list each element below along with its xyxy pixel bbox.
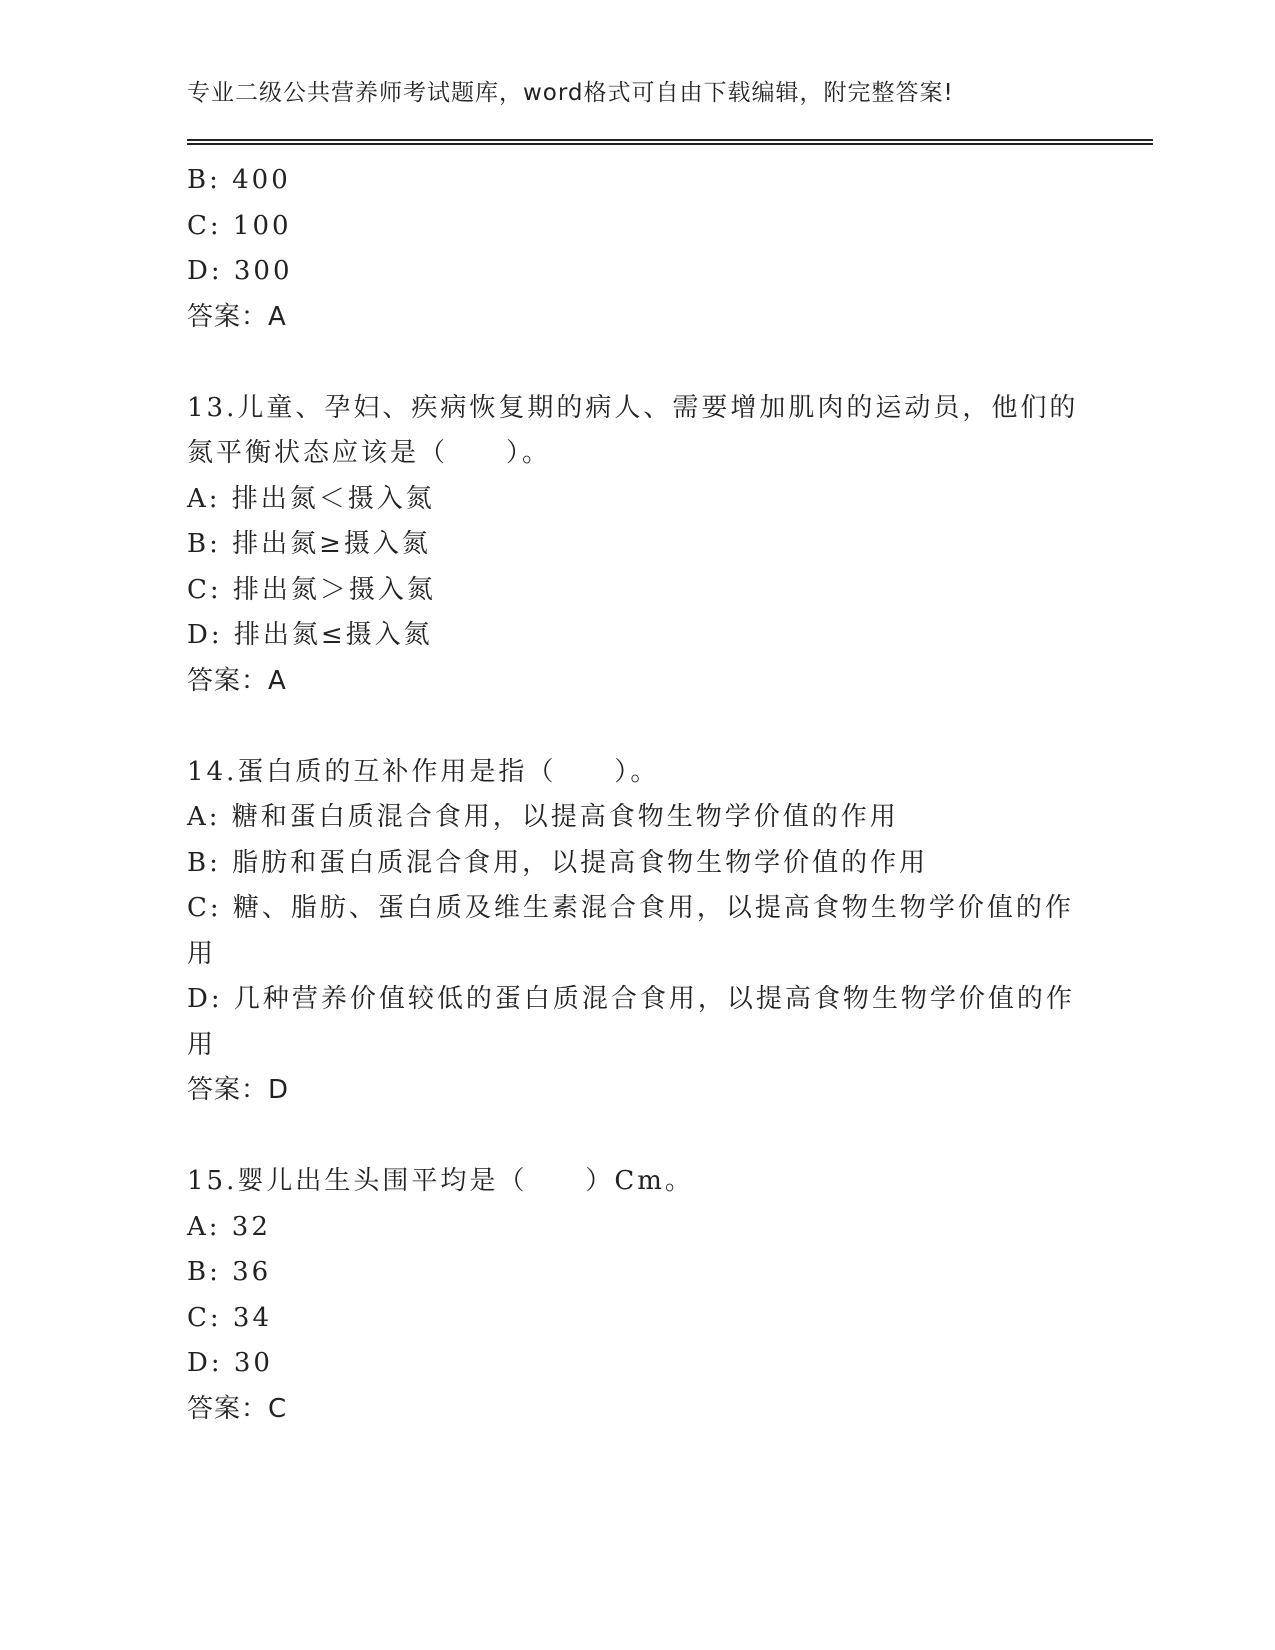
option-c: C: 100 (187, 210, 292, 241)
q13-option-a: A: 排出氮＜摄入氮 (187, 483, 435, 514)
page-header: 专业二级公共营养师考试题库，word格式可自由下载编辑，附完整答案! (187, 80, 954, 106)
q13-answer: 答案：A (187, 665, 287, 696)
question-13-stem: 13.儿童、孕妇、疾病恢复期的病人、需要增加肌肉的运动员，他们的 (187, 392, 1079, 423)
q14-option-d-cont: 用 (187, 1029, 217, 1060)
q13-option-d: D: 排出氮≤摄入氮 (187, 620, 433, 650)
q14-option-b: B: 脂肪和蛋白质混合食用，以提高食物生物学价值的作用 (187, 847, 929, 878)
question-content (187, 158, 1087, 1432)
header-rule-top (187, 139, 1153, 141)
option-b: B: 400 (187, 165, 291, 195)
q15-answer: 答案：C (187, 1393, 288, 1424)
option-d: D: 300 (187, 256, 293, 286)
header-rule-bottom (187, 143, 1153, 145)
q14-option-a: A: 糖和蛋白质混合食用，以提高食物生物学价值的作用 (187, 802, 899, 832)
question-15-stem: 15.婴儿出生头围平均是（ ）Cm。 (187, 1166, 694, 1196)
q15-option-a: A: 32 (187, 1211, 271, 1242)
q13-option-b: B: 排出氮≥摄入氮 (187, 529, 431, 559)
q13-option-c: C: 排出氮＞摄入氮 (187, 574, 436, 605)
q15-option-b: B: 36 (187, 1257, 272, 1287)
q15-option-d: D: 30 (187, 1348, 273, 1378)
question-14-stem: 14.蛋白质的互补作用是指（ ）。 (187, 756, 660, 787)
q14-option-c-cont: 用 (187, 938, 217, 969)
q14-answer: 答案：D (187, 1075, 290, 1105)
answer: 答案：A (187, 301, 287, 332)
q14-option-d: D: 几种营养价值较低的蛋白质混合食用，以提高食物生物学价值的作 (187, 984, 1075, 1014)
q15-option-c: C: 34 (187, 1302, 273, 1333)
q14-option-c: C: 糖、脂肪、蛋白质及维生素混合食用，以提高食物生物学价值的作 (187, 893, 1074, 923)
question-13-stem-cont: 氮平衡状态应该是（ ）。 (187, 438, 552, 468)
